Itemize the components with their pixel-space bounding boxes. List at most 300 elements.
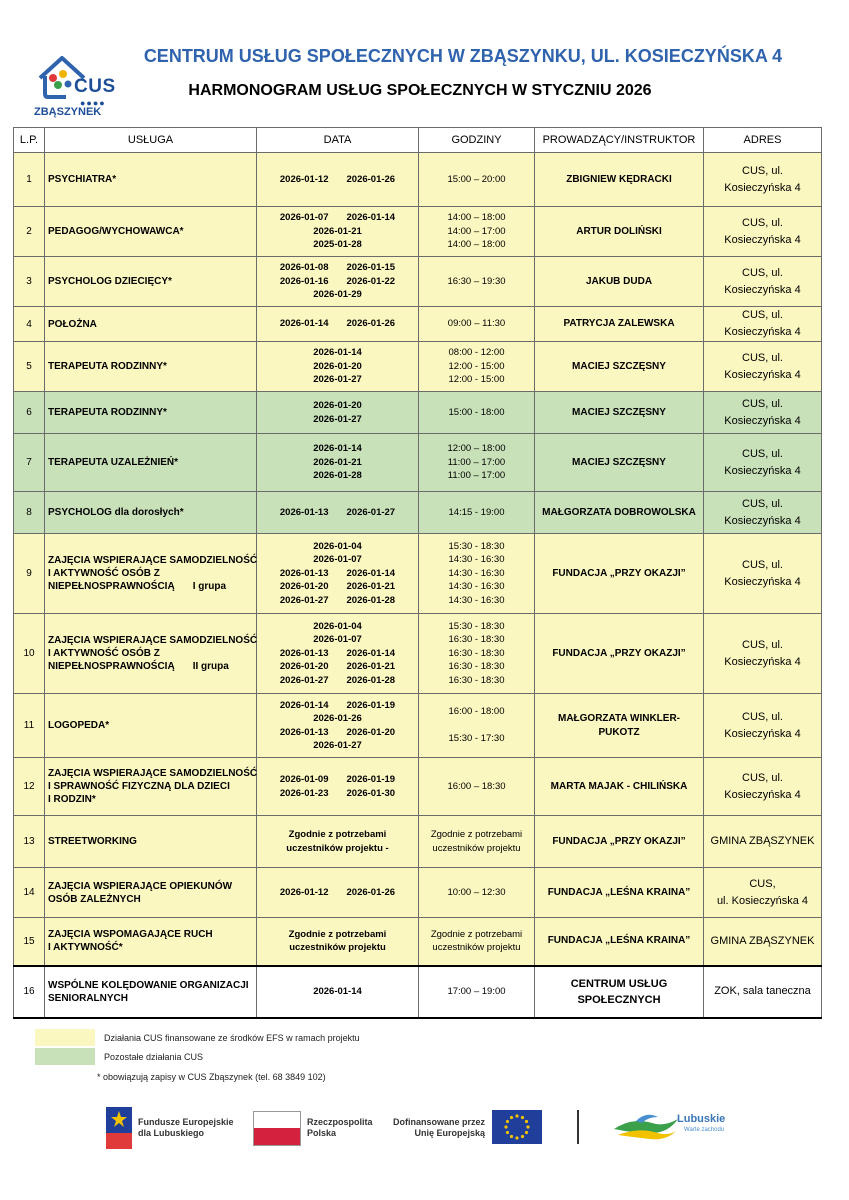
hours-cell: [419, 868, 535, 918]
date-value: 2026-01-14: [346, 647, 396, 659]
date-line: [260, 620, 415, 634]
date-line: [260, 886, 415, 900]
hours-cell: [419, 153, 535, 207]
leader-line: FUNDACJA „LEŚNA KRAINA”: [547, 935, 691, 947]
date-value: 2026-01-27: [279, 594, 329, 606]
service-text: ZAJĘCIA WSPIERAJĄCE SAMODZIELNOŚĆ: [48, 768, 258, 779]
poland-flag-icon: [253, 1111, 301, 1146]
service-text: ZAJĘCIA WSPOMAGAJĄCE RUCH: [48, 929, 213, 941]
hours-line: [422, 719, 531, 733]
service-line: [48, 173, 253, 186]
leader-line: MACIEJ SZCZĘSNY: [572, 456, 666, 468]
address-cell: [704, 758, 822, 816]
leader-cell: [535, 816, 704, 868]
date-cell: [257, 257, 419, 307]
hours-cell: [419, 392, 535, 434]
date-line: [260, 580, 415, 594]
leader-line: MARTA MAJAK - CHILIŃSKA: [550, 780, 688, 792]
address-line: CUS, ul.: [742, 638, 783, 651]
hours-line: Zgodnie z potrzebami: [430, 928, 523, 940]
service-text: I AKTYWNOŚĆ*: [48, 942, 123, 954]
service-cell: [45, 492, 257, 534]
date-value: 2026-01-21: [346, 581, 396, 593]
address-line: CUS, ul.: [742, 164, 783, 177]
date-value: 2026-01-14: [313, 443, 362, 455]
hours-line: 16:00 – 18:30: [447, 780, 506, 792]
address-line: Kosieczyńska 4: [724, 414, 801, 427]
service-cell: [45, 614, 257, 694]
hours-line: 12:00 - 15:00: [448, 374, 505, 386]
address-cell: [704, 207, 822, 257]
date-cell: [257, 614, 419, 694]
hours-line: 16:30 - 18:30: [448, 647, 505, 659]
hours-line: 15:30 - 18:30: [448, 620, 505, 632]
date-value: 2026-01-27: [313, 374, 362, 386]
hours-line: 15:00 - 18:00: [448, 406, 505, 418]
service-text: PSYCHOLOG dla dorosłych*: [48, 507, 184, 518]
col-header-leader: PROWADZĄCY/INSTRUKTOR: [535, 128, 704, 153]
date-value: 2026-01-14: [346, 567, 396, 579]
leader-cell: [535, 207, 704, 257]
hours-cell: [419, 614, 535, 694]
pl-line2: Polska: [307, 1128, 337, 1138]
date-value: Zgodnie z potrzebami: [288, 928, 387, 940]
service-cell: [45, 816, 257, 868]
leader-line: CENTRUM USŁUG: [570, 977, 668, 990]
date-line: [260, 712, 415, 726]
row-number: 10: [14, 614, 45, 694]
address-cell: [704, 614, 822, 694]
service-line: [48, 406, 253, 419]
date-line: [260, 674, 415, 688]
date-line: [260, 633, 415, 647]
leader-line: ARTUR DOLIŃSKI: [576, 225, 662, 237]
date-cell: [257, 492, 419, 534]
service-cell: [45, 918, 257, 966]
address-cell: [704, 694, 822, 758]
date-cell: [257, 207, 419, 257]
hours-line: 16:30 – 19:30: [447, 275, 506, 287]
fe-line1: Fundusze Europejskie: [138, 1117, 234, 1127]
date-line: [260, 660, 415, 674]
table-row: [14, 868, 822, 918]
date-line: [260, 726, 415, 740]
row-number: 13: [14, 816, 45, 868]
service-line: [48, 360, 253, 373]
date-value: 2026-01-22: [346, 275, 396, 287]
pl-logo-text: [307, 1117, 373, 1139]
date-cell: [257, 758, 419, 816]
leader-cell: [535, 492, 704, 534]
hours-line: 14:00 – 17:00: [447, 225, 506, 237]
hours-cell: [419, 816, 535, 868]
address-cell: [704, 257, 822, 307]
schedule-table: [13, 127, 822, 1019]
row-number: 6: [14, 392, 45, 434]
service-text: PSYCHIATRA*: [48, 174, 117, 185]
date-value: 2026-01-21: [313, 225, 362, 237]
service-text: I RODZIN*: [48, 794, 96, 805]
date-cell: [257, 534, 419, 614]
date-cell: [257, 918, 419, 966]
service-text: TERAPEUTA RODZINNY*: [48, 361, 167, 372]
date-line: [260, 360, 415, 374]
address-cell: [704, 966, 822, 1018]
hours-cell: [419, 694, 535, 758]
address-cell: [704, 868, 822, 918]
table-row: [14, 694, 822, 758]
logo-town-text: ZBĄSZYNEK: [34, 106, 102, 118]
row-number: 11: [14, 694, 45, 758]
hours-line: 16:00 - 18:00: [448, 706, 505, 718]
date-line: [260, 442, 415, 456]
address-cell: [704, 816, 822, 868]
date-value: 2026-01-15: [346, 262, 396, 274]
table-row: [14, 307, 822, 342]
service-cell: [45, 434, 257, 492]
service-text: ZAJĘCIA WSPIERAJĄCE SAMODZIELNOŚĆ: [48, 555, 258, 566]
date-value: 2026-01-19: [346, 774, 396, 785]
service-line: [48, 880, 253, 893]
eu-flag-icon: [492, 1110, 542, 1144]
date-line: [260, 699, 415, 713]
legend-yellow-label: Działania CUS finansowane ze środków EFS w ramach projektu: [104, 1033, 360, 1043]
date-line: [260, 594, 415, 608]
service-text: STREETWORKING: [48, 836, 137, 847]
row-number: 16: [14, 966, 45, 1018]
date-cell: [257, 694, 419, 758]
date-line: [260, 773, 415, 787]
service-text: I SPRAWNOŚĆ FIZYCZNĄ DLA DZIECI: [48, 781, 230, 792]
date-value: 2026-01-07: [313, 554, 362, 566]
service-cell: [45, 207, 257, 257]
date-cell: [257, 816, 419, 868]
service-line: [48, 506, 253, 519]
service-line: [48, 992, 253, 1005]
date-line: [260, 346, 415, 360]
service-text: PSYCHOLOG DZIECIĘCY*: [48, 276, 172, 287]
date-line: [260, 787, 415, 801]
service-line: [48, 225, 253, 238]
date-cell: [257, 342, 419, 392]
service-cell: [45, 694, 257, 758]
service-text: LOGOPEDA*: [48, 720, 110, 731]
leader-cell: [535, 153, 704, 207]
lubuskie-name: Lubuskie: [677, 1113, 726, 1125]
date-cell: [257, 434, 419, 492]
table-row: [14, 816, 822, 868]
hours-line: uczestników projektu: [432, 942, 521, 954]
eu-line1: Dofinansowane przez: [393, 1117, 486, 1127]
service-text: NIEPEŁNOSPRAWNOŚCIĄ: [48, 661, 175, 672]
date-value: 2026-01-30: [346, 787, 396, 799]
row-number: 8: [14, 492, 45, 534]
hours-cell: [419, 307, 535, 342]
page-title: CENTRUM USŁUG SPOŁECZNYCH W ZBĄSZYNKU, UL. KOSIECZYŃSKA 4: [143, 46, 783, 66]
legend-yellow-swatch: [35, 1029, 95, 1046]
col-header-service: USŁUGA: [45, 128, 257, 153]
date-line: [260, 288, 415, 302]
date-line: [260, 225, 415, 239]
address-line: Kosieczyńska 4: [724, 514, 801, 527]
service-text: WSPÓLNE KOLĘDOWANIE ORGANIZACJI: [48, 979, 249, 991]
date-line: [260, 739, 415, 753]
date-value: 2026-01-21: [346, 661, 396, 673]
service-text: PEDAGOG/WYCHOWAWCA*: [48, 226, 184, 237]
address-line: GMINA ZBĄSZYNEK: [710, 934, 815, 947]
date-value: 2026-01-16: [279, 275, 329, 287]
table-row: [14, 207, 822, 257]
date-value: 2026-01-04: [313, 540, 362, 552]
address-line: CUS, ul.: [742, 447, 783, 460]
date-value: 2026-01-20: [346, 726, 396, 738]
service-cell: [45, 257, 257, 307]
date-value: 2026-01-26: [346, 173, 396, 185]
hours-line: 15:00 – 20:00: [447, 173, 506, 185]
service-text: TERAPEUTA RODZINNY*: [48, 407, 167, 418]
leader-line: MAŁGORZATA WINKLER-: [557, 712, 680, 724]
group-label: I grupa: [192, 581, 227, 592]
date-line: [260, 469, 415, 483]
table-row: [14, 342, 822, 392]
address-line: Kosieczyńska 4: [724, 181, 801, 194]
table-row: [14, 966, 822, 1018]
date-line: [260, 238, 415, 252]
service-line: [48, 456, 253, 469]
hours-line: Zgodnie z potrzebami: [430, 829, 523, 840]
date-value: 2026-01-12: [279, 886, 329, 898]
table-row: [14, 614, 822, 694]
date-line: [260, 985, 415, 999]
date-line: [260, 317, 415, 331]
date-line: [260, 828, 415, 842]
date-value: 2026-01-07: [279, 212, 329, 224]
date-line: [260, 941, 415, 955]
date-line: [260, 211, 415, 225]
address-cell: [704, 434, 822, 492]
date-value: 2026-01-14: [313, 985, 362, 997]
date-line: [260, 275, 415, 289]
date-value: 2026-01-27: [346, 506, 396, 518]
leader-cell: [535, 534, 704, 614]
date-value: 2026-01-13: [279, 647, 329, 659]
date-value: 2026-01-20: [279, 661, 329, 673]
hours-line: 16:30 - 18:30: [448, 661, 505, 673]
hours-cell: [419, 534, 535, 614]
logo-cus-text: CUS: [74, 76, 116, 97]
leader-cell: [535, 966, 704, 1018]
hours-line: 11:00 – 17:00: [447, 470, 506, 482]
address-line: Kosieczyńska 4: [724, 233, 801, 246]
date-value: 2026-01-28: [346, 594, 396, 606]
leader-cell: [535, 694, 704, 758]
table-row: [14, 153, 822, 207]
hours-line: 08:00 - 12:00: [448, 347, 505, 359]
date-line: [260, 553, 415, 567]
leader-line: PATRYCJA ZALEWSKA: [563, 318, 675, 329]
hours-line: 14:30 - 16:30: [448, 594, 505, 606]
date-line: [260, 399, 415, 413]
logo-divider: [577, 1110, 579, 1144]
hours-line: 15:30 - 17:30: [448, 733, 505, 745]
leader-line: ZBIGNIEW KĘDRACKI: [566, 173, 672, 185]
service-text: I AKTYWNOŚĆ OSÓB Z: [48, 568, 160, 579]
date-cell: [257, 966, 419, 1018]
service-line: [48, 719, 253, 732]
address-line: ZOK, sala taneczna: [714, 985, 811, 997]
table-row: [14, 534, 822, 614]
leader-line: JAKUB DUDA: [585, 275, 653, 287]
date-value: Zgodnie z potrzebami: [288, 829, 387, 840]
address-line: CUS, ul.: [742, 558, 783, 571]
date-value: 2026-01-27: [313, 740, 362, 751]
date-value: 2026-01-27: [313, 413, 362, 425]
address-cell: [704, 492, 822, 534]
leader-cell: [535, 392, 704, 434]
hours-cell: [419, 257, 535, 307]
signup-note: * obowiązują zapisy w CUS Zbąszynek (tel. 68 3849 102): [97, 1072, 326, 1082]
service-cell: [45, 307, 257, 342]
address-line: Kosieczyńska 4: [724, 655, 801, 668]
date-line: [260, 173, 415, 187]
pl-line1: Rzeczpospolita: [307, 1117, 373, 1127]
lubuskie-tagline: Warte zachodu: [684, 1127, 725, 1133]
service-cell: [45, 534, 257, 614]
date-value: 2026-01-14: [279, 318, 329, 330]
date-line: [260, 842, 415, 856]
hours-line: 14:00 – 18:00: [447, 239, 506, 251]
service-line: [48, 580, 253, 593]
leader-line: FUNDACJA „PRZY OKAZJI”: [552, 567, 686, 579]
hours-line: 14:00 – 18:00: [447, 212, 506, 224]
row-number: 4: [14, 307, 45, 342]
service-text: OSÓB ZALEŻNYCH: [48, 893, 141, 905]
service-line: [48, 835, 253, 848]
date-value: 2026-01-13: [279, 506, 329, 518]
page-subtitle: HARMONOGRAM USŁUG SPOŁECZNYCH W STYCZNIU 2026: [188, 82, 652, 99]
leader-line: MAŁGORZATA DOBROWOLSKA: [542, 506, 696, 518]
date-line: [260, 506, 415, 520]
col-header-address: ADRES: [704, 128, 822, 153]
hours-line: 14:30 - 16:30: [448, 567, 505, 579]
service-line: [48, 893, 253, 906]
date-value: 2026-01-09: [279, 774, 329, 785]
leader-cell: [535, 257, 704, 307]
date-line: [260, 540, 415, 554]
row-number: 12: [14, 758, 45, 816]
leader-line: FUNDACJA „LEŚNA KRAINA”: [547, 886, 691, 898]
hours-cell: [419, 342, 535, 392]
date-value: 2026-01-14: [313, 347, 362, 359]
date-line: [260, 261, 415, 275]
leader-line: MACIEJ SZCZĘSNY: [572, 360, 666, 372]
date-value: 2026-01-29: [313, 289, 362, 301]
date-line: [260, 647, 415, 661]
service-text: ZAJĘCIA WSPIERAJĄCE OPIEKUNÓW: [48, 880, 233, 892]
hours-line: 09:00 – 11:30: [447, 318, 506, 330]
date-value: 2026-01-21: [313, 456, 362, 468]
lubuskie-logo-icon: [612, 1111, 680, 1143]
hours-line: 14:30 - 16:30: [448, 581, 505, 593]
row-number: 7: [14, 434, 45, 492]
col-header-hours: GODZINY: [419, 128, 535, 153]
leader-line: PUKOTZ: [598, 726, 640, 738]
leader-line: FUNDACJA „PRZY OKAZJI”: [552, 835, 686, 847]
address-cell: [704, 342, 822, 392]
service-line: [48, 318, 253, 331]
row-number: 9: [14, 534, 45, 614]
leader-cell: [535, 918, 704, 966]
address-line: CUS, ul.: [742, 309, 783, 321]
table-header-row: [14, 128, 822, 153]
date-value: 2026-01-14: [346, 212, 396, 224]
hours-cell: [419, 434, 535, 492]
address-line: CUS, ul.: [742, 710, 783, 723]
hours-line: 14:15 - 19:00: [448, 506, 505, 518]
fe-logo-text: [138, 1117, 234, 1139]
date-cell: [257, 153, 419, 207]
hours-line: 14:30 - 16:30: [448, 554, 505, 566]
logo-dots: ●●●●: [80, 98, 106, 108]
service-line: [48, 793, 253, 806]
address-line: CUS, ul.: [742, 497, 783, 510]
service-text: SENIORALNYCH: [48, 992, 129, 1004]
table-row: [14, 492, 822, 534]
date-value: 2026-01-20: [313, 400, 362, 411]
address-cell: [704, 918, 822, 966]
date-value: 2026-01-07: [313, 634, 362, 646]
service-text: POŁOŻNA: [48, 318, 97, 330]
address-line: CUS, ul.: [742, 351, 783, 364]
row-number: 5: [14, 342, 45, 392]
hours-line: 16:30 - 18:30: [448, 674, 505, 686]
row-number: 2: [14, 207, 45, 257]
address-cell: [704, 392, 822, 434]
leader-line: FUNDACJA „PRZY OKAZJI”: [552, 647, 686, 659]
date-value: 2026-01-04: [313, 620, 362, 632]
row-number: 15: [14, 918, 45, 966]
address-cell: [704, 307, 822, 342]
service-cell: [45, 868, 257, 918]
date-value: 2025-01-28: [313, 239, 362, 251]
table-row: [14, 758, 822, 816]
date-value: uczestników projektu -: [286, 842, 389, 854]
leader-cell: [535, 868, 704, 918]
fe-line2: dla Lubuskiego: [138, 1128, 205, 1138]
address-line: Kosieczyńska 4: [724, 326, 801, 338]
address-line: CUS, ul.: [742, 216, 783, 229]
date-value: 2026-01-14: [279, 699, 329, 711]
hours-line: 16:30 - 18:30: [448, 634, 505, 646]
address-line: Kosieczyńska 4: [724, 464, 801, 477]
legend-green-swatch: [35, 1048, 95, 1065]
address-line: ul. Kosieczyńska 4: [716, 894, 809, 907]
service-line: [48, 660, 253, 673]
group-label: II grupa: [192, 661, 229, 672]
service-line: [48, 554, 258, 567]
address-line: Kosieczyńska 4: [724, 368, 801, 381]
table-row: [14, 257, 822, 307]
service-text: I AKTYWNOŚĆ OSÓB Z: [48, 648, 160, 659]
date-value: 2026-01-19: [346, 699, 396, 711]
service-line: [48, 979, 253, 992]
european-funds-logo-icon: [106, 1107, 132, 1149]
table-row: [14, 434, 822, 492]
date-value: 2026-01-23: [279, 787, 329, 799]
hours-cell: [419, 758, 535, 816]
service-cell: [45, 758, 257, 816]
service-cell: [45, 153, 257, 207]
